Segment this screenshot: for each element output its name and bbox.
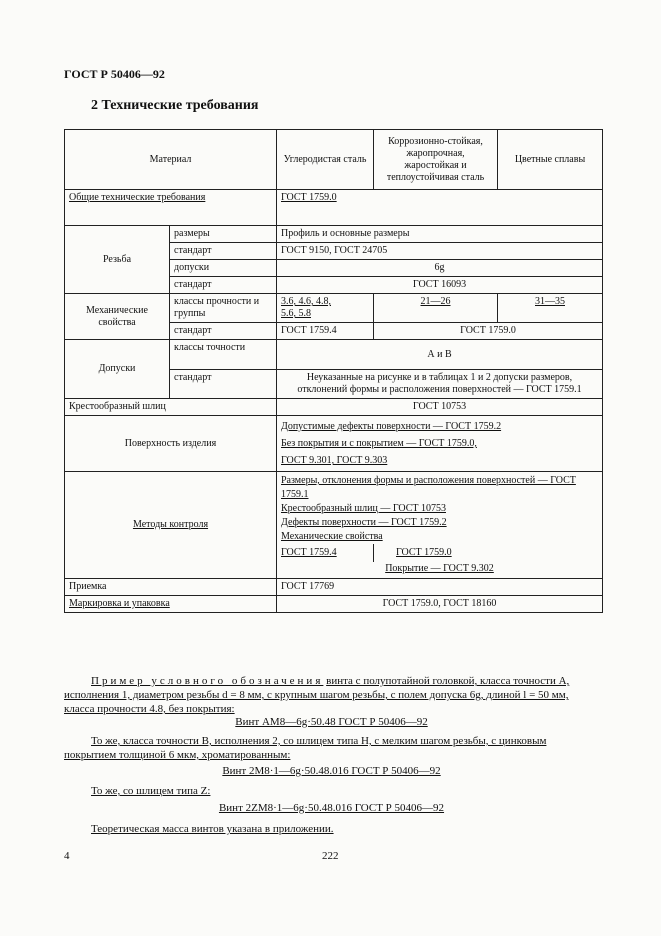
designation-3: Винт 2ZМ8·1—6g·50.48.016 ГОСТ Р 50406—92	[218, 802, 445, 814]
table-row	[65, 190, 603, 226]
table-row	[65, 226, 603, 243]
thread-tolerance-value: 6g	[277, 260, 603, 277]
general-requirements-label: Общие технические требования	[65, 190, 277, 226]
table-row	[65, 294, 603, 323]
mass-note: Теоретическая масса винтов указана в приложении.	[91, 823, 334, 835]
thread-standard2-value: ГОСТ 16093	[277, 277, 603, 294]
header-corrosion-steel: Коррозионно-стойкая, жаропрочная, жаростойкая и теплоустойчивая сталь	[374, 130, 498, 190]
requirements-table	[64, 129, 603, 613]
marking-label: Маркировка и упаковка	[65, 596, 277, 613]
header-nonferrous: Цветные сплавы	[498, 130, 603, 190]
sheet-number: 222	[322, 850, 339, 862]
table-row	[65, 340, 603, 370]
general-requirements-value: ГОСТ 1759.0	[277, 190, 603, 226]
table-row	[65, 596, 603, 613]
divider	[373, 544, 374, 562]
mech-nonferrous-classes: 31—35	[498, 294, 603, 323]
tolerances-label: Допуски	[65, 340, 170, 399]
example-paragraph-3: То же, со шлицем типа Z:	[91, 785, 211, 797]
mech-standard-other: ГОСТ 1759.0	[374, 323, 603, 340]
surface-value: Допустимые дефекты поверхности — ГОСТ 1759.2 Без покрытия и с покрытием — ГОСТ 1759.0, ГОСТ 9.301, ГОСТ 9.303	[277, 416, 603, 472]
table-row	[65, 579, 603, 596]
page-number: 4	[64, 850, 70, 862]
document-code: ГОСТ Р 50406—92	[64, 67, 165, 81]
marking-value: ГОСТ 1759.0, ГОСТ 18160	[277, 596, 603, 613]
surface-label: Поверхность изделия	[65, 416, 277, 472]
tolerance-standard-label: стандарт	[170, 370, 277, 399]
acceptance-value: ГОСТ 17769	[277, 579, 603, 596]
acceptance-label: Приемка	[65, 579, 277, 596]
thread-standard-label: стандарт	[170, 243, 277, 260]
tolerance-standard-value: Неуказанные на рисунке и в таблицах 1 и 2 допуски размеров, отклонений формы и расположения поверхностей — ГОСТ 1759.1	[277, 370, 603, 399]
thread-tolerance-label: допуски	[170, 260, 277, 277]
mech-properties-label: Механические свойства	[65, 294, 170, 340]
thread-sizes-label: размеры	[170, 226, 277, 243]
example-paragraph-2: То же, класса точности В, исполнения 2, со шлицем типа Н, с мелким шагом резьбы, с цинковым покрытием толщиной 6 мкм, хроматированным:	[64, 735, 547, 761]
designation-2: Винт 2М8·1—6g·50.48.016 ГОСТ Р 50406—92	[222, 765, 441, 777]
tolerance-classes-label: классы точности	[170, 340, 277, 370]
tolerance-classes-value: А и В	[277, 340, 603, 370]
example-paragraph-1: Пример условного обозначения винта с полупотайной головкой, класса точности А, исполнения 1, диаметром резьбы d = 8 мм, с крупным шагом резьбы, с полем допуска 6g, длиной l = 50 мм, класса прочности 4.8, без покрытия:	[64, 675, 570, 715]
mech-corrosion-classes: 21—26	[374, 294, 498, 323]
inspection-methods-label: Методы контроля	[65, 472, 277, 579]
table-row	[65, 416, 603, 472]
mech-standard-carbon: ГОСТ 1759.4	[277, 323, 374, 340]
cross-slot-label: Крестообразный шлиц	[65, 399, 277, 416]
table-row	[65, 399, 603, 416]
thread-label: Резьба	[65, 226, 170, 294]
table-row	[65, 472, 603, 579]
table-header-row	[65, 130, 603, 190]
header-carbon-steel: Углеродистая сталь	[277, 130, 374, 190]
header-material: Материал	[65, 130, 277, 190]
designation-1: Винт АМ8—6g·50.48 ГОСТ Р 50406—92	[235, 716, 428, 728]
inspection-methods-value: Размеры, отклонения формы и расположения поверхностей — ГОСТ 1759.1 Крестообразный шлиц — ГОСТ 10753 Дефекты поверхности — ГОСТ 1759.2 Механические свойства ГОСТ 1759.4 ГОСТ 1759.0 Покрытие — ГОСТ 9.302	[277, 472, 603, 579]
mech-classes-label: классы прочности и группы	[170, 294, 277, 323]
cross-slot-value: ГОСТ 10753	[277, 399, 603, 416]
thread-standard2-label: стандарт	[170, 277, 277, 294]
mech-standard-label: стандарт	[170, 323, 277, 340]
thread-standard-value: ГОСТ 9150, ГОСТ 24705	[277, 243, 603, 260]
mech-carbon-classes: 3.6, 4.6, 4.8, 5.6, 5.8	[277, 294, 374, 323]
thread-sizes-value: Профиль и основные размеры	[277, 226, 603, 243]
section-title: 2 Технические требования	[91, 98, 259, 113]
